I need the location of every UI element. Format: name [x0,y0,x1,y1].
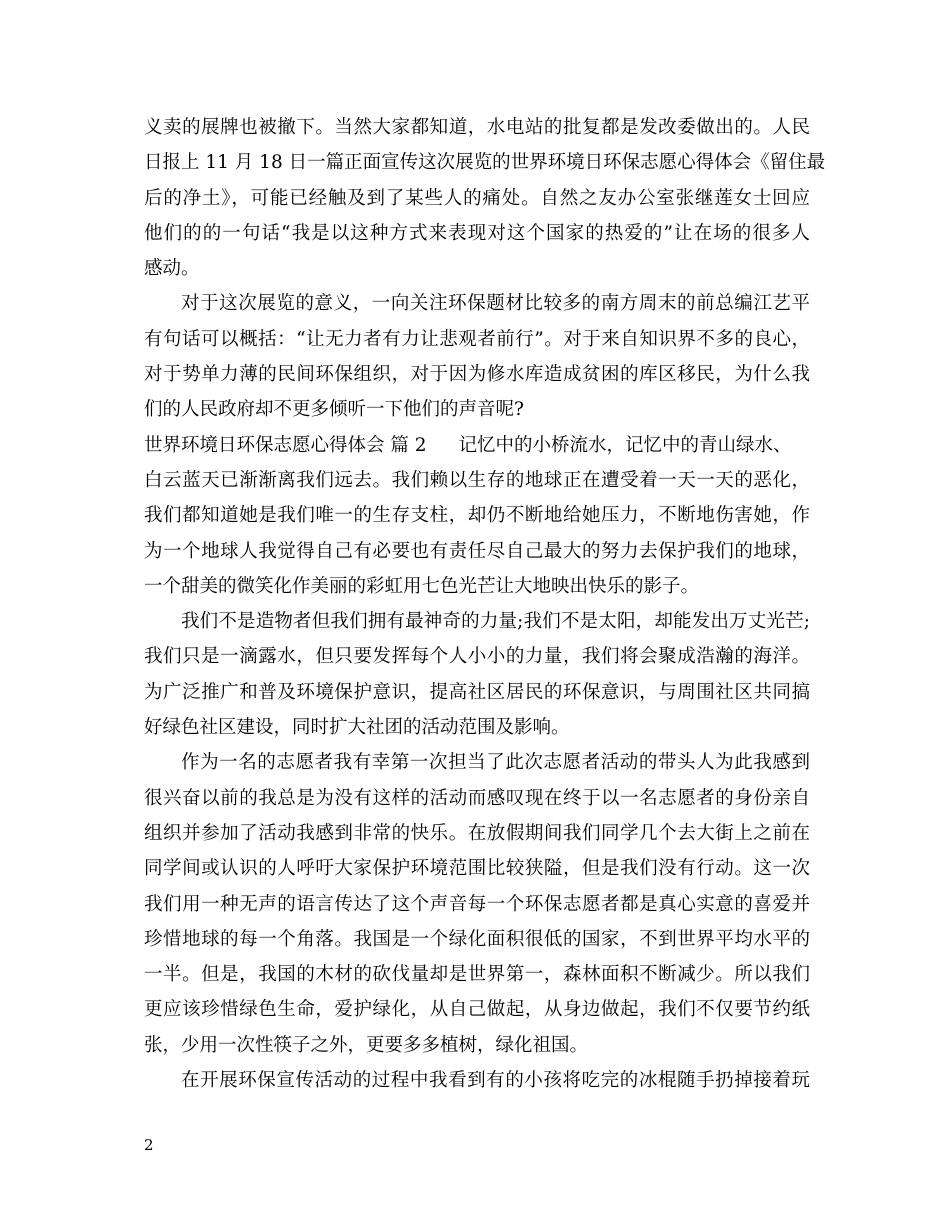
text-line: 感动。 [144,258,200,280]
text-line: 很兴奋以前的我总是为没有这样的活动而感叹现在终于以一名志愿者的身份亲自 [144,787,810,809]
text-line: 们的人民政府却不更多倾听一下他们的声音呢? [144,399,524,421]
body-text [144,110,826,1098]
text-line: 有句话可以概括：“让无力者有力让悲观者前行”。对于来自知识界不多的良心， [144,328,810,350]
text-line: 张，少用一次性筷子之外，更要多多植树，绿化祖国。 [144,1034,589,1056]
text-line: 他们的的一句话“我是以这种方式来表现对这个国家的热爱的”让在场的很多人 [144,222,810,244]
text-line: 我们用一种无声的语言传达了这个声音每一个环保志愿者都是真心实意的喜爱并 [144,893,810,915]
text-line: 一个甜美的微笑化作美丽的彩虹用七色光芒让大地映出快乐的影子。 [144,575,700,597]
text-line: 日报上 11 月 18 日一篇正面宣传这次展览的世界环境日环保志愿心得体会《留住最 [144,152,826,174]
text-line: 更应该珍惜绿色生命，爱护绿化，从自己做起，从身边做起，我们不仅要节约纸 [144,999,810,1021]
paragraph-first-line: 作为一名的志愿者我有幸第一次担当了此次志愿者活动的带头人为此我感到 [181,752,810,774]
text-line: 义卖的展牌也被撤下。当然大家都知道，水电站的批复都是发改委做出的。人民 [144,117,810,138]
text-line: 珍惜地球的每一个角落。我国是一个绿化面积很低的国家，不到世界平均水平的 [144,928,810,950]
text-line: 组织并参加了活动我感到非常的快乐。在放假期间我们同学几个去大街上之前在 [144,822,810,844]
page-number: 2 [144,1136,154,1154]
text-line: 为广泛推广和普及环境保护意识，提高社区居民的环保意识，与周围社区共同搞 [144,681,810,703]
paragraph-first-line: 在开展环保宣传活动的过程中我看到有的小孩将吃完的冰棍随手扔掉接着玩 [181,1070,810,1092]
section-heading-line [144,428,810,463]
text-line: 好绿色社区建设，同时扩大社团的活动范围及影响。 [144,717,570,739]
text-line-fragment: 记忆中的小桥流水，记忆中的青山绿水、 [458,434,792,456]
paragraph-first-line: 对于这次展览的意义，一向关注环保题材比较多的南方周末的前总编江艺平 [181,293,810,315]
text-line: 为一个地球人我觉得自己有必要也有责任尽自己最大的努力去保护我们的地球， [144,540,810,562]
section-heading: 世界环境日环保志愿心得体会 篇 2 [144,434,427,456]
text-line: 白云蓝天已渐渐离我们远去。我们赖以生存的地球正在遭受着一天一天的恶化， [144,469,810,491]
text-line: 对于势单力薄的民间环保组织，对于因为修水库造成贫困的库区移民，为什么我 [144,364,810,386]
text-line: 我们只是一滴露水，但只要发挥每个人小小的力量，我们将会聚成浩瀚的海洋。 [144,646,810,668]
text-line: 同学间或认识的人呼吁大家保护环境范围比较狭隘，但是我们没有行动。这一次 [144,858,810,880]
text-line: 我们都知道她是我们唯一的生存支柱，却仍不断地给她压力，不断地伤害她，作 [144,505,810,527]
text-line: 后的净土》，可能已经触及到了某些人的痛处。自然之友办公室张继莲女士回应 [144,187,810,209]
text-line: 一半。但是，我国的木材的砍伐量却是世界第一，森林面积不断减少。所以我们 [144,964,810,986]
paragraph-first-line: 我们不是造物者但我们拥有最神奇的力量;我们不是太阳，却能发出万丈光芒; [181,611,810,633]
